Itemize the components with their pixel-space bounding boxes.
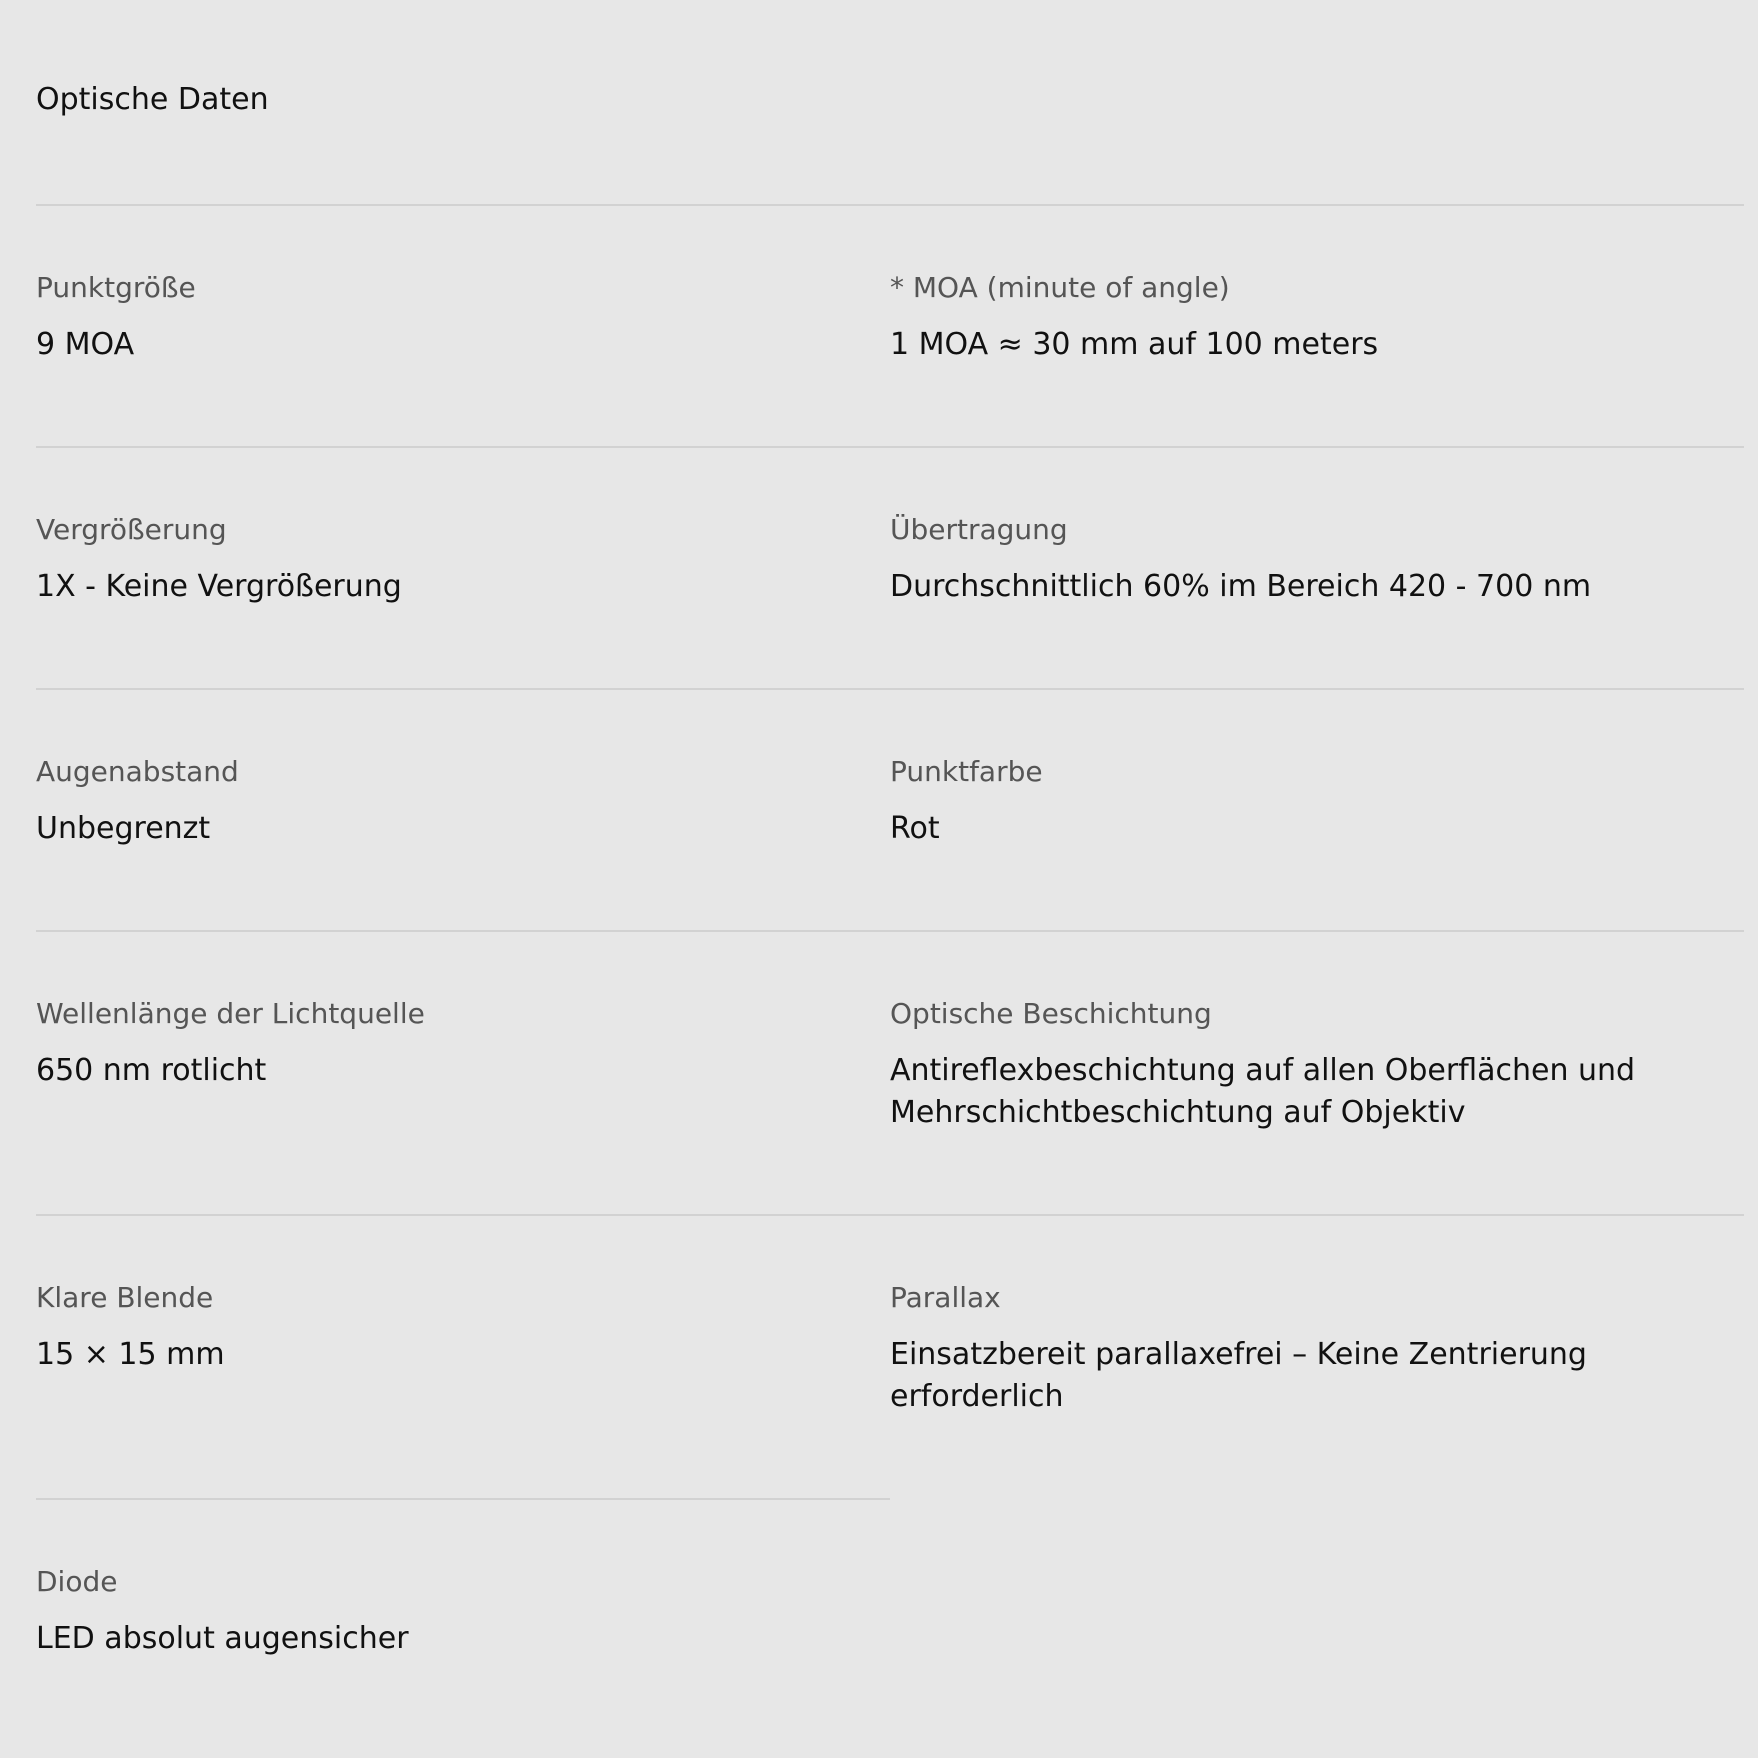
spec-item [890, 268, 1740, 366]
section-title: Optische Daten [36, 82, 269, 117]
spec-value: Unbegrenzt [36, 811, 211, 846]
spec-label: Augenabstand [36, 755, 239, 788]
spec-label: Parallax [890, 1281, 1001, 1314]
spec-label: Wellenlänge der Lichtquelle [36, 997, 425, 1030]
spec-item [890, 510, 1740, 608]
spec-value: 15 × 15 mm [36, 1337, 225, 1372]
row-divider [36, 1498, 890, 1500]
spec-label: Vergrößerung [36, 513, 227, 546]
spec-label: * MOA (minute of angle) [890, 271, 1230, 304]
row-divider [36, 204, 1744, 206]
spec-label: Punktgröße [36, 271, 196, 304]
spec-value: 9 MOA [36, 327, 135, 362]
spec-item [36, 1562, 856, 1660]
spec-item [36, 1278, 856, 1376]
spec-value: Antireflexbeschichtung auf allen Oberflächen und Mehrschichtbeschichtung auf Objektiv [890, 1053, 1636, 1130]
spec-value: 1 MOA ≈ 30 mm auf 100 meters [890, 327, 1379, 362]
spec-value: Durchschnittlich 60% im Bereich 420 - 700 nm [890, 569, 1592, 604]
spec-value: 1X - Keine Vergrößerung [36, 569, 402, 604]
spec-item [890, 1278, 1740, 1418]
spec-value: 650 nm rotlicht [36, 1053, 267, 1088]
row-divider [36, 688, 1744, 690]
spec-item [36, 268, 856, 366]
spec-value: Rot [890, 811, 940, 846]
spec-item [36, 994, 856, 1092]
row-divider [36, 930, 1744, 932]
spec-value: Einsatzbereit parallaxefrei – Keine Zentrierung erforderlich [890, 1337, 1587, 1414]
spec-item [890, 752, 1740, 850]
row-divider [36, 1214, 1744, 1216]
spec-value: LED absolut augensicher [36, 1621, 409, 1656]
spec-label: Optische Beschichtung [890, 997, 1212, 1030]
spec-label: Übertragung [890, 513, 1068, 546]
row-divider [36, 446, 1744, 448]
spec-label: Punktfarbe [890, 755, 1043, 788]
spec-label: Diode [36, 1565, 118, 1598]
spec-item [36, 510, 856, 608]
spec-item [36, 752, 856, 850]
spec-item [890, 994, 1740, 1134]
spec-label: Klare Blende [36, 1281, 214, 1314]
